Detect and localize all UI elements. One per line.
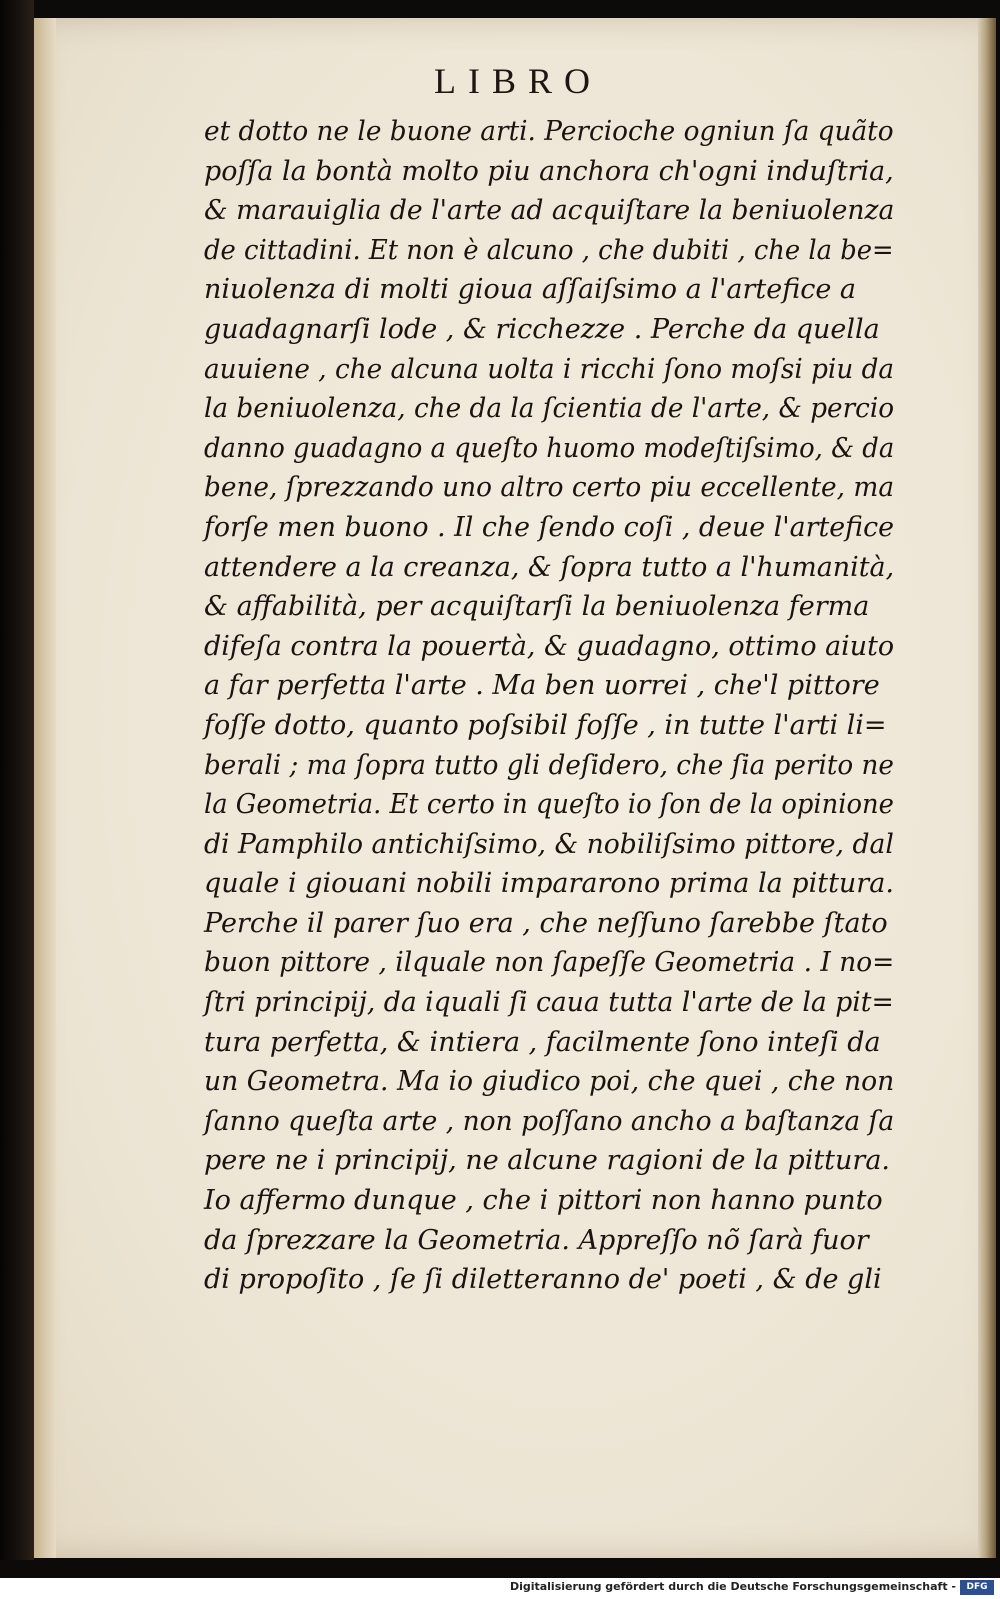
binding-shadow — [0, 0, 34, 1560]
text-block — [204, 112, 894, 1300]
text-line: tura perfetta, & intiera , facilmente ſono inteſi da — [204, 1026, 881, 1058]
text-line: attendere a la creanza, & ſopra tutto a l'humanità, — [204, 551, 895, 583]
text-line: guadagnarſi lode , & ricchezze . Perche da quella — [204, 313, 880, 345]
text-line: ſanno queſta arte , non poſſano ancho a baſtanza ſa — [204, 1105, 895, 1137]
text-line: difeſa contra la pouertà, & guadagno, ottimo aiuto — [204, 630, 895, 662]
text-line: foſſe dotto, quanto poſsibil foſſe , in tutte l'arti li= — [204, 709, 887, 741]
text-line: de cittadini. Et non è alcuno , che dubiti , che la be= — [204, 234, 894, 266]
text-line: forſe men buono . Il che ſendo coſi , deue l'artefice — [204, 511, 894, 543]
text-line: a far perfetta l'arte . Ma ben uorrei , che'l pittore — [204, 670, 880, 702]
text-line: berali ; ma ſopra tutto gli deſidero, che ſia perito ne — [204, 749, 894, 781]
text-line: ſtri principij, da iquali ſi caua tutta l'arte de la pit= — [204, 987, 894, 1019]
text-line: danno guadagno a queſto huomo modeſtiſsimo, & da — [204, 432, 895, 464]
running-head: LIBRO — [434, 61, 602, 101]
text-line: & affabilità, per acquiſtarſi la beniuolenza ferma — [204, 591, 870, 623]
text-line: la beniuolenza, che da la ſcientia de l'arte, & percio — [204, 393, 895, 425]
text-line: buon pittore , ilquale non ſapeſſe Geometria . I no= — [204, 947, 895, 979]
text-line: da ſprezzare la Geometria. Appreſſo nõ ſarà fuor — [204, 1224, 869, 1256]
text-line: quale i giouani nobili impararono prima la pittura. — [204, 868, 894, 900]
page-fore-edge — [978, 18, 996, 1558]
text-line: pere ne i principij, ne alcune ragioni de la pittura. — [204, 1145, 891, 1177]
text-line: di Pamphilo antichiſsimo, & nobiliſsimo pittore, dal — [204, 828, 894, 860]
text-line: bene, ſprezzando uno altro certo piu eccellente, ma — [204, 472, 895, 504]
text-line: auuiene , che alcuna uolta i ricchi ſono moſsi piu da — [204, 353, 895, 385]
text-line: di propoſito , ſe ſi diletteranno de' poeti , & de gli — [204, 1264, 882, 1296]
text-line: la Geometria. Et certo in queſto io ſon de la opinione — [204, 789, 894, 821]
text-line: Perche il parer ſuo era , che neſſuno ſarebbe ſtato — [204, 907, 888, 939]
text-line: niuolenza di molti gioua aſſaiſsimo a l'artefice a — [204, 274, 856, 306]
text-line: et dotto ne le buone arti. Percioche ogniun ſa quãto — [204, 116, 894, 147]
digitization-credit: Digitalisierung gefördert durch die Deutsche Forschungsgemeinschaft - — [509, 1580, 956, 1593]
text-line: un Geometra. Ma io giudico poi, che quei , che non — [204, 1066, 895, 1098]
dfg-logo: DFG — [960, 1580, 994, 1595]
text-line: & marauiglia de l'arte ad acquiſtare la beniuolenza — [204, 195, 895, 227]
text-line: poſſa la bontà molto piu anchora ch'ogni induſtria, — [204, 155, 894, 187]
text-line: Io affermo dunque , che i pittori non hanno punto — [204, 1185, 883, 1217]
page-gutter — [34, 18, 56, 1558]
